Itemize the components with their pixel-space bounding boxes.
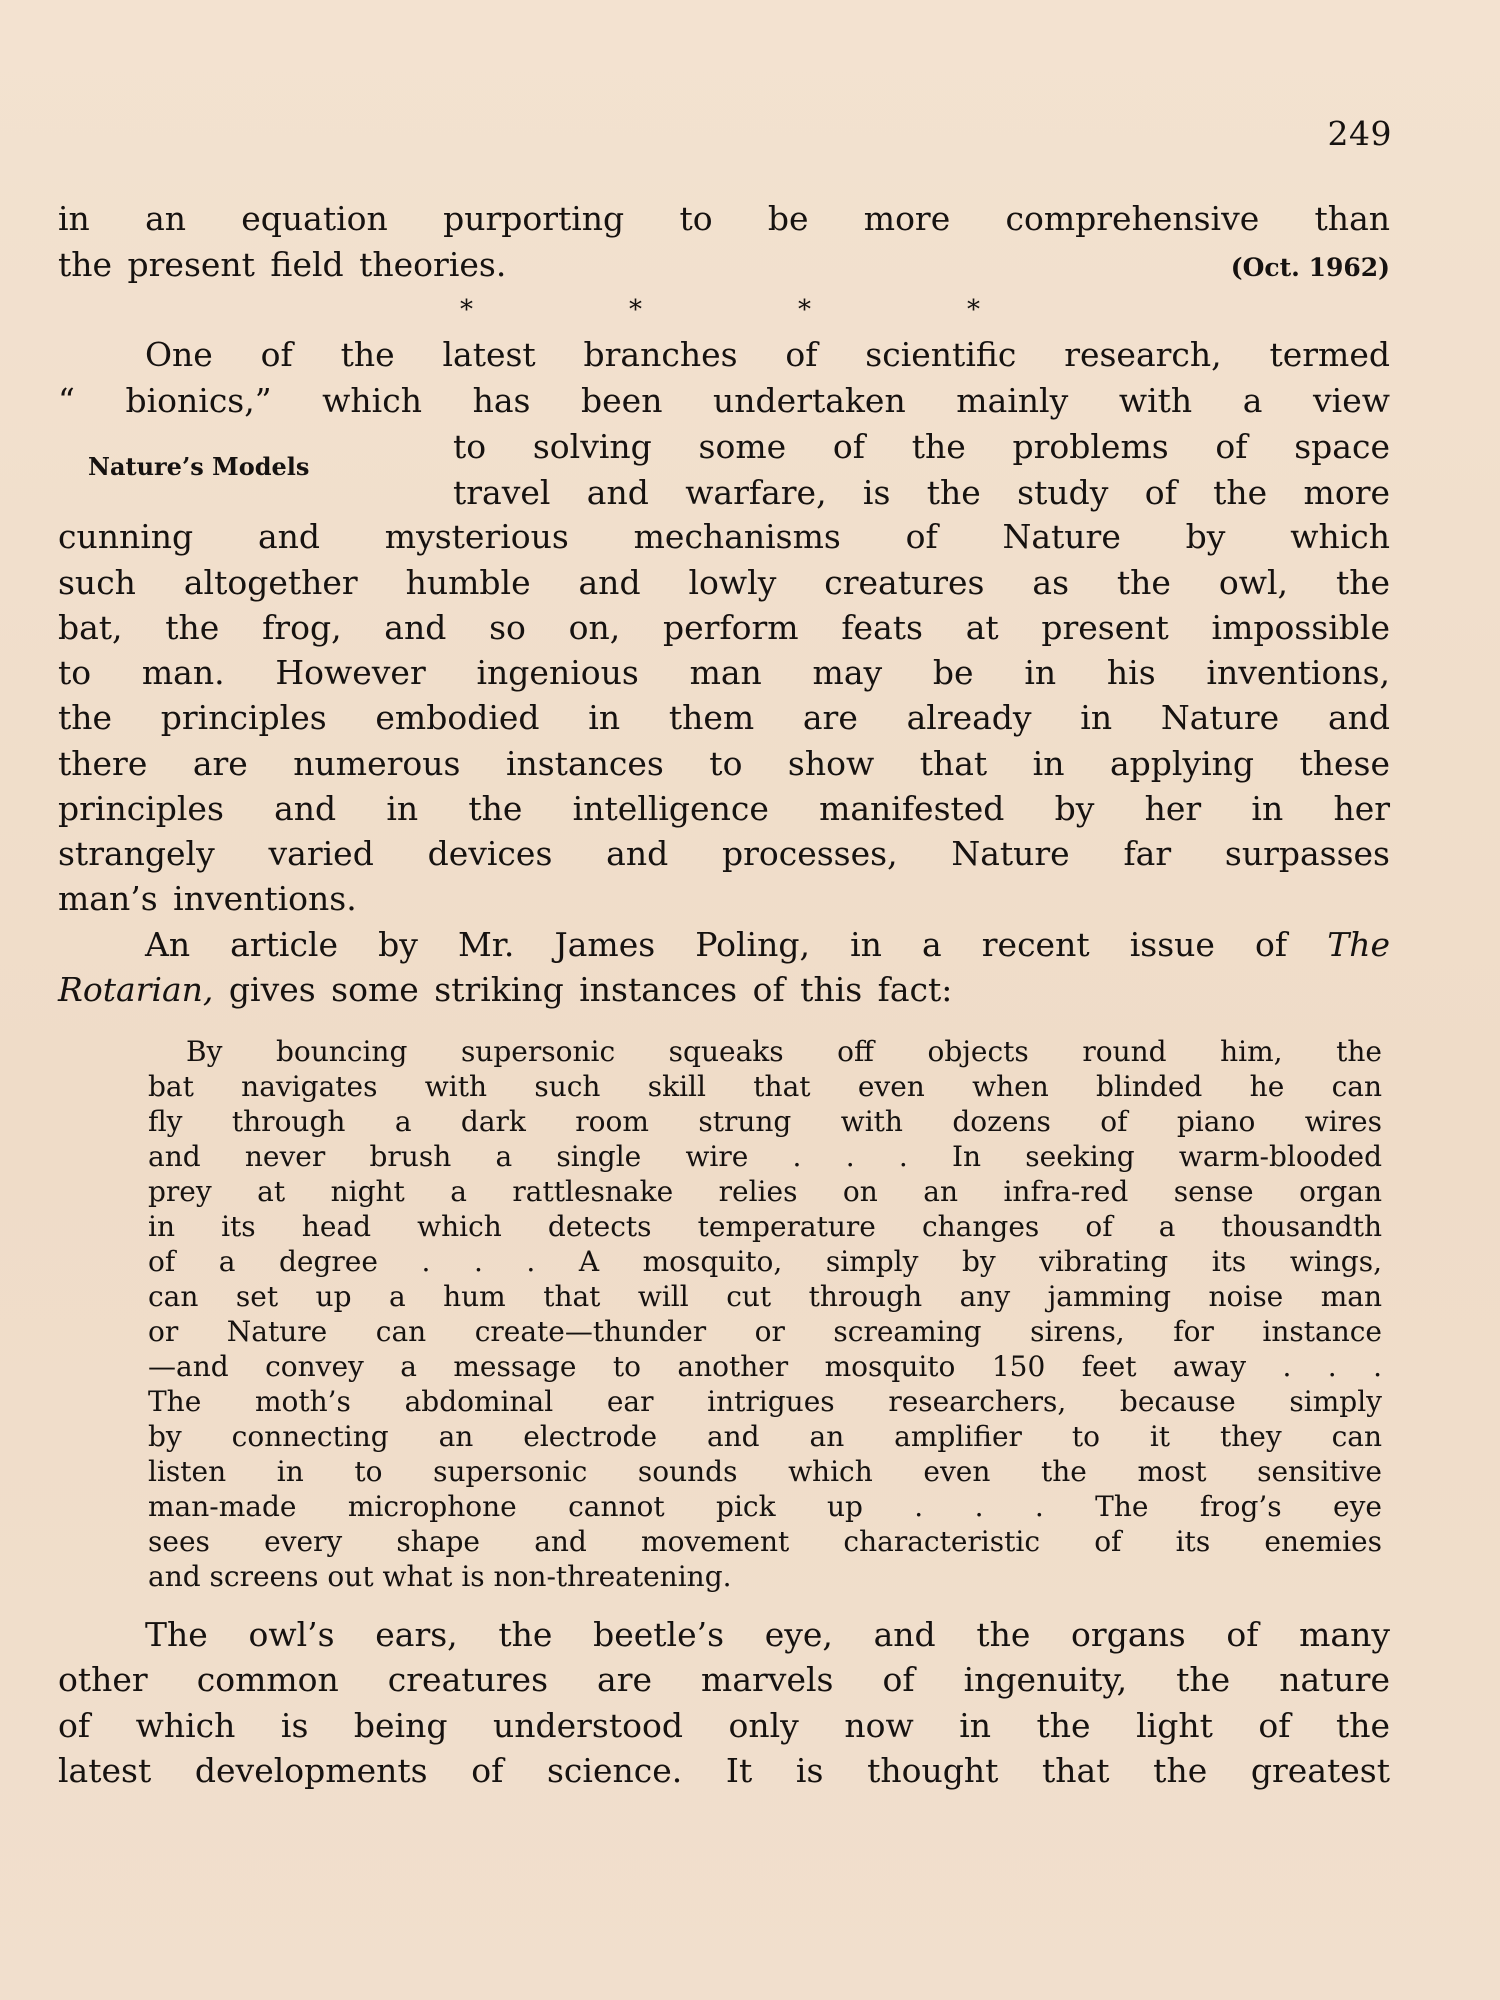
quote-line-8: can set up a hum that will cut through any jamming noise man [148,1280,1382,1313]
quote-line-3: fly through a dark room strung with dozens of piano wires [148,1105,1382,1138]
para3-line-2 [58,967,1390,1013]
para3-line-1 [145,922,1390,968]
para1-line-2: the present field theories. [58,245,507,284]
side-heading: Nature’s Models [88,452,310,481]
para2-line-12: strangely varied devices and processes, Nature far surpasses [58,834,1390,873]
para4-line-4: latest developments of science. It is thought that the greatest [58,1751,1390,1790]
section-separator [460,292,980,328]
journal-title-part-2: Rotarian, [58,970,214,1009]
para2-line-3: to solving some of the problems of space [453,427,1390,466]
quote-line-4: and never brush a single wire . . . In seeking warm-blooded [148,1140,1382,1173]
quote-line-6: in its head which detects temperature changes of a thousandth [148,1210,1382,1243]
quote-line-1: By bouncing supersonic squeaks off objects round him, the [186,1035,1382,1068]
date-reference: (Oct. 1962) [1230,253,1390,282]
para2-line-2: “ bionics,” which has been undertaken mainly with a view [58,381,1390,420]
para2-line-8: to man. However ingenious man may be in his inventions, [58,653,1390,692]
para4-line-3: of which is being understood only now in the light of the [58,1706,1390,1745]
quote-line-12: by connecting an electrode and an amplifier to it they can [148,1420,1382,1453]
quote-line-15: sees every shape and movement characteristic of its enemies [148,1525,1382,1558]
asterisk-2: * [629,295,642,325]
quote-line-16: and screens out what is non-threatening. [148,1560,732,1593]
para2-line-7: bat, the frog, and so on, perform feats at present impossible [58,608,1390,647]
quote-line-13: listen in to supersonic sounds which even the most sensitive [148,1455,1382,1488]
quote-line-7: of a degree . . . A mosquito, simply by vibrating its wings, [148,1245,1382,1278]
journal-title-part-1: The [1327,925,1390,964]
quote-line-14: man-made microphone cannot pick up . . . The frog’s eye [148,1490,1382,1523]
quote-line-9: or Nature can create—thunder or screaming sirens, for instance [148,1315,1382,1348]
para2-line-13: man’s inventions. [58,879,357,918]
para3-line-2-text: gives some striking instances of this fact: [228,970,953,1009]
para4-line-2: other common creatures are marvels of ingenuity, the nature [58,1660,1390,1699]
para2-line-9: the principles embodied in them are already in Nature and [58,698,1390,737]
para2-line-6: such altogether humble and lowly creatures as the owl, the [58,563,1390,602]
asterisk-4: * [967,295,980,325]
para2-line-11: principles and in the intelligence manifested by her in her [58,789,1390,828]
quote-line-5: prey at night a rattlesnake relies on an infra-red sense organ [148,1175,1382,1208]
page-number: 249 [1327,114,1392,153]
asterisk-3: * [798,295,811,325]
para3-line-1-text: An article by Mr. James Poling, in a recent issue of [145,925,1288,964]
para4-line-1: The owl’s ears, the beetle’s eye, and the organs of many [145,1615,1390,1654]
asterisk-1: * [460,295,473,325]
para2-line-4: travel and warfare, is the study of the more [453,473,1390,512]
quote-line-10: —and convey a message to another mosquito 150 feet away . . . [148,1350,1382,1383]
para1-line-1: in an equation purporting to be more comprehensive than [58,199,1390,238]
quote-line-2: bat navigates with such skill that even when blinded he can [148,1070,1382,1103]
para2-line-10: there are numerous instances to show that in applying these [58,744,1390,783]
para2-line-5: cunning and mysterious mechanisms of Nature by which [58,517,1390,556]
quote-line-11: The moth’s abdominal ear intrigues researchers, because simply [148,1385,1382,1418]
para2-line-1: One of the latest branches of scientific research, termed [145,335,1390,374]
